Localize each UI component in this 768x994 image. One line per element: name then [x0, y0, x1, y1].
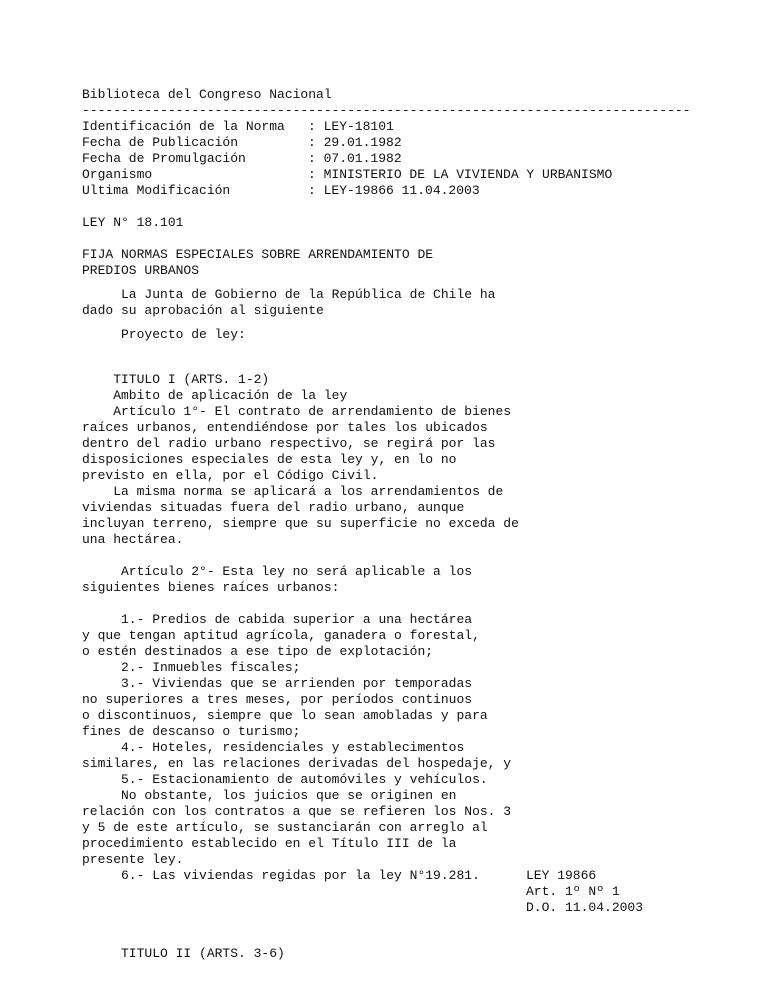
- field-label: Ultima Modificación: [82, 183, 231, 198]
- preamble-line: dado su aprobación al siguiente: [82, 303, 324, 318]
- article-line: No obstante, los juicios que se originen en: [82, 788, 457, 803]
- law-number: LEY N° 18.101: [82, 215, 184, 230]
- article-line: no superiores a tres meses, por períodos continuos: [82, 692, 473, 707]
- field-value: : 29.01.1982: [308, 135, 402, 150]
- article-line: 6.- Las viviendas regidas por la ley N°19.281.: [82, 868, 480, 883]
- article-line: 5.- Estacionamiento de automóviles y vehículos.: [82, 772, 488, 787]
- header-rule: ------------------------------------------------------------------------------: [82, 103, 691, 118]
- field-value: : MINISTERIO DE LA VIVIENDA Y URBANISMO: [308, 167, 613, 182]
- article-line: Artículo 2°- Esta ley no será aplicable a los: [82, 564, 473, 579]
- article-line: raíces urbanos, entendiéndose por tales los ubicados: [82, 420, 488, 435]
- article-line: La misma norma se aplicará a los arrendamientos de: [82, 484, 504, 499]
- article-line: 4.- Hoteles, residenciales y establecimentos: [82, 740, 465, 755]
- field-value: : LEY-18101: [308, 119, 394, 134]
- article-line: previsto en ella, por el Código Civil.: [82, 468, 379, 483]
- field-label: Organismo: [82, 167, 153, 182]
- article-line: y 5 de este artículo, se sustanciarán con arreglo al: [82, 820, 488, 835]
- article-line: Artículo 1°- El contrato de arrendamiento de bienes: [82, 404, 512, 419]
- article-line: o discontinuos, siempre que lo sean amobladas y para: [82, 708, 488, 723]
- margin-note-line: Art. 1º Nº 1: [526, 884, 620, 899]
- institution-name: Biblioteca del Congreso Nacional: [82, 87, 332, 102]
- field-value: : 07.01.1982: [308, 151, 402, 166]
- article-line: una hectárea.: [82, 532, 184, 547]
- article-line: incluyan terreno, siempre que su superficie no exceda de: [82, 516, 519, 531]
- article-line: presente ley.: [82, 852, 184, 867]
- article-line: 2.- Inmuebles fiscales;: [82, 660, 301, 675]
- law-title-line: PREDIOS URBANOS: [82, 263, 200, 278]
- article-line: viviendas situadas fuera del radio urbano, aunque: [82, 500, 465, 515]
- field-label: Fecha de Promulgación: [82, 151, 246, 166]
- section-heading: TITULO II (ARTS. 3-6): [82, 946, 285, 961]
- article-line: y que tengan aptitud agrícola, ganadera o forestal,: [82, 628, 480, 643]
- article-line: 3.- Viviendas que se arrienden por temporadas: [82, 676, 473, 691]
- field-label: Fecha de Publicación: [82, 135, 239, 150]
- field-label: Identificación de la Norma: [82, 119, 285, 134]
- article-line: relación con los contratos a que se refieren los Nos. 3: [82, 804, 512, 819]
- article-line: fines de descanso o turismo;: [82, 724, 301, 739]
- margin-note-line: D.O. 11.04.2003: [526, 900, 644, 915]
- preamble-line: La Junta de Gobierno de la República de Chile ha: [82, 287, 496, 302]
- margin-note-line: LEY 19866: [526, 868, 597, 883]
- project-label: Proyecto de ley:: [82, 327, 246, 342]
- section-subheading: Ambito de aplicación de la ley: [82, 388, 348, 403]
- section-heading: TITULO I (ARTS. 1-2): [82, 372, 270, 387]
- article-line: procedimiento establecido en el Título III de la: [82, 836, 457, 851]
- article-line: o estén destinados a ese tipo de explotación;: [82, 644, 434, 659]
- article-line: siguientes bienes raíces urbanos:: [82, 580, 340, 595]
- article-line: similares, en las relaciones derivadas del hospedaje, y: [82, 756, 512, 771]
- field-value: : LEY-19866 11.04.2003: [308, 183, 480, 198]
- article-line: dentro del radio urbano respectivo, se regirá por las: [82, 436, 496, 451]
- law-title-line: FIJA NORMAS ESPECIALES SOBRE ARRENDAMIENTO DE: [82, 247, 434, 262]
- article-line: 1.- Predios de cabida superior a una hectárea: [82, 612, 473, 627]
- article-line: disposiciones especiales de esta ley y, en lo no: [82, 452, 457, 467]
